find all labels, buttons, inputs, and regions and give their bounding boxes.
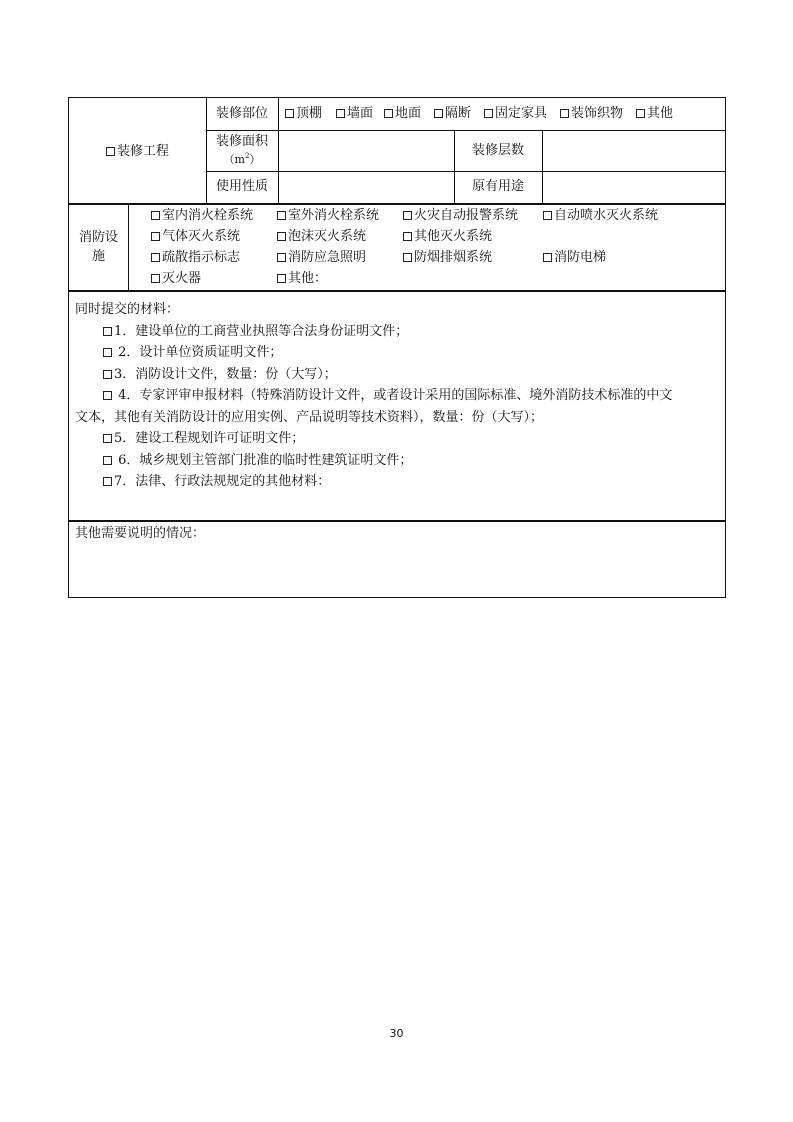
checkbox-icon[interactable]	[484, 109, 493, 118]
checkbox-icon[interactable]	[543, 211, 552, 220]
option-other-extinguishing[interactable]: 其他灭火系统	[403, 229, 492, 245]
other-notes-field[interactable]	[75, 548, 715, 588]
part-option-floor[interactable]: 地面	[384, 106, 421, 122]
checkbox-icon[interactable]	[103, 477, 112, 486]
divider	[128, 204, 129, 290]
usage-label: 使用性质	[215, 179, 268, 194]
divider	[542, 131, 543, 203]
page-number: 30	[389, 1027, 404, 1040]
checkbox-icon[interactable]	[277, 253, 286, 262]
fire-facility-options	[151, 208, 721, 290]
checkbox-icon[interactable]	[151, 232, 160, 241]
divider	[69, 290, 726, 292]
material-item-1[interactable]: 1．建设单位的工商营业执照等合法身份证明文件；	[75, 321, 732, 343]
checkbox-icon[interactable]	[151, 274, 160, 283]
materials-section	[69, 299, 726, 493]
checkbox-icon[interactable]	[151, 211, 160, 220]
application-form-table	[68, 97, 726, 598]
part-label: 装修部位	[215, 106, 268, 121]
checkbox-icon[interactable]	[151, 253, 160, 262]
checkbox-icon[interactable]	[103, 370, 112, 379]
checkbox-icon[interactable]	[434, 109, 443, 118]
checkbox-icon[interactable]	[103, 456, 112, 465]
checkbox-icon[interactable]	[403, 232, 412, 241]
material-item-7[interactable]: 7．法律、行政法规规定的其他材料：	[75, 471, 732, 493]
checkbox-icon[interactable]	[636, 109, 645, 118]
part-option-fixed-furniture[interactable]: 固定家具	[484, 106, 547, 122]
option-sprinkler[interactable]: 自动喷水灭火系统	[543, 208, 658, 224]
checkbox-icon[interactable]	[277, 274, 286, 283]
checkbox-icon[interactable]	[336, 109, 345, 118]
checkbox-icon[interactable]	[277, 232, 286, 241]
checkbox-icon[interactable]	[103, 434, 112, 443]
option-extinguisher[interactable]: 灭火器	[151, 271, 201, 287]
divider	[206, 171, 726, 172]
part-options	[285, 106, 721, 124]
material-item-6[interactable]: 6．城乡规划主管部门批准的临时性建筑证明文件；	[75, 450, 732, 472]
checkbox-icon[interactable]	[106, 147, 115, 156]
option-outdoor-hydrant[interactable]: 室外消火栓系统	[277, 208, 379, 224]
other-notes-heading: 其他需要说明的情况：	[75, 526, 206, 541]
option-fire-alarm[interactable]: 火灾自动报警系统	[403, 208, 518, 224]
material-item-3[interactable]: 3．消防设计文件，数量：份（大写）；	[75, 364, 732, 386]
checkbox-icon[interactable]	[384, 109, 393, 118]
material-item-4-continued: 文本，其他有关消防设计的应用实例、产品说明等技术资料），数量：份（大写）；	[75, 409, 544, 425]
checkbox-icon[interactable]	[103, 391, 112, 400]
option-foam-extinguishing[interactable]: 泡沫灭火系统	[277, 229, 366, 245]
floors-label: 装修层数	[471, 143, 524, 158]
option-smoke-control[interactable]: 防烟排烟系统	[403, 250, 492, 266]
decoration-checkbox[interactable]	[69, 144, 206, 160]
part-option-other[interactable]: 其他	[636, 106, 673, 122]
materials-heading: 同时提交的材料：	[75, 302, 180, 317]
checkbox-icon[interactable]	[285, 109, 294, 118]
original-use-label: 原有用途	[471, 179, 524, 194]
divider	[206, 130, 726, 131]
option-fire-elevator[interactable]: 消防电梯	[543, 250, 606, 266]
part-option-ceiling[interactable]: 顶棚	[285, 106, 322, 122]
part-option-partition[interactable]: 隔断	[434, 106, 471, 122]
option-evacuation-signs[interactable]: 疏散指示标志	[151, 250, 240, 266]
fire-facilities-label-line2: 施	[91, 249, 105, 264]
material-item-2[interactable]: 2．设计单位资质证明文件；	[75, 342, 732, 364]
material-item-5[interactable]: 5．建设工程规划许可证明文件；	[75, 428, 732, 450]
divider	[69, 203, 726, 205]
checkbox-icon[interactable]	[103, 348, 112, 357]
decoration-label: 装修工程	[116, 144, 169, 159]
option-gas-extinguishing[interactable]: 气体灭火系统	[151, 229, 240, 245]
checkbox-icon[interactable]	[103, 327, 112, 336]
option-indoor-hydrant[interactable]: 室内消火栓系统	[151, 208, 253, 224]
material-item-4[interactable]: 4．专家评审申报材料（特殊消防设计文件，或者设计采用的国际标准、境外消防技术标准的中文	[75, 385, 732, 407]
part-option-fabric[interactable]: 装饰织物	[560, 106, 623, 122]
divider	[69, 520, 726, 522]
fire-facilities-label-line1: 消防设	[78, 230, 118, 245]
area-label: 装修面积	[215, 134, 268, 149]
area-unit: $(m^2)$	[223, 152, 261, 166]
checkbox-icon[interactable]	[560, 109, 569, 118]
divider	[278, 98, 279, 203]
option-emergency-lighting[interactable]: 消防应急照明	[277, 250, 366, 266]
option-other[interactable]: 其他：	[277, 271, 327, 287]
checkbox-icon[interactable]	[277, 211, 286, 220]
checkbox-icon[interactable]	[543, 253, 552, 262]
checkbox-icon[interactable]	[403, 253, 412, 262]
checkbox-icon[interactable]	[403, 211, 412, 220]
part-option-wall[interactable]: 墙面	[336, 106, 373, 122]
